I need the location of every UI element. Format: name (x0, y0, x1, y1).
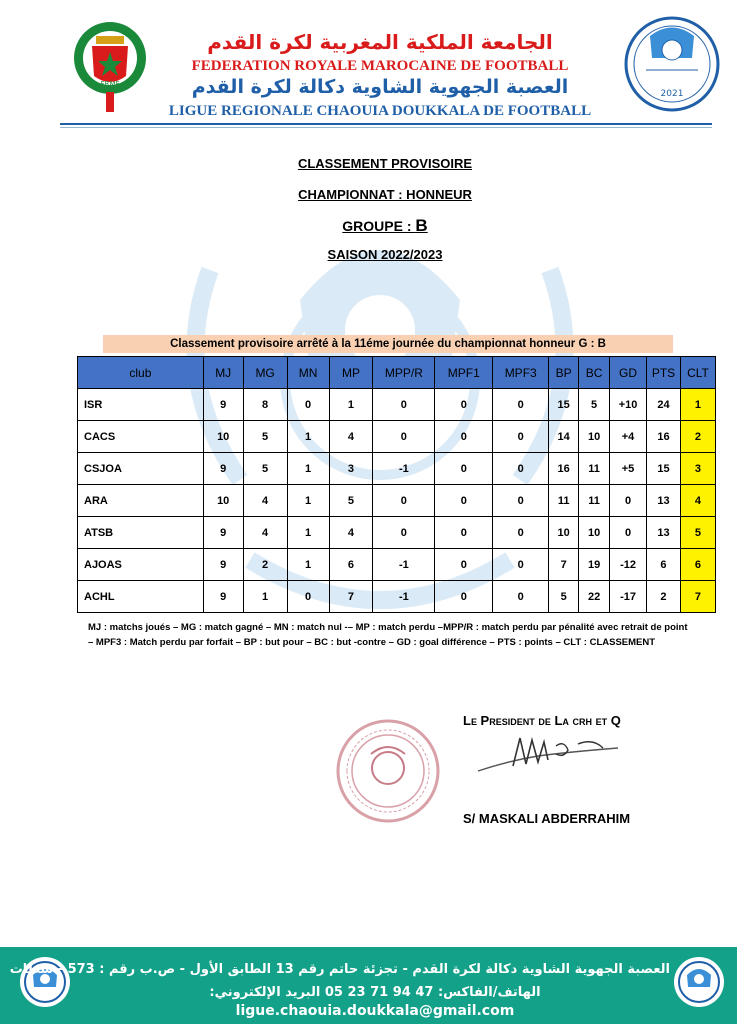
cell-club: ATSB (78, 517, 204, 549)
cell-gd: +4 (610, 421, 647, 453)
header-divider (60, 123, 712, 125)
cell-mp: 4 (329, 421, 373, 453)
footer-phone: الهاتف/الفاكس: 47 94 71 23 05 البريد الإلكتروني: (209, 985, 541, 1000)
footer-email[interactable]: ligue.chaouia.doukkala@gmail.com (235, 1003, 515, 1019)
table-row (78, 549, 716, 581)
header-divider-thin (60, 127, 712, 128)
cell-clt: 5 (680, 517, 715, 549)
league-logo (622, 14, 722, 114)
cell-clt: 2 (680, 421, 715, 453)
cell-mp: 7 (329, 581, 373, 613)
groupe-value: B (415, 216, 428, 235)
cell-mn: 1 (287, 485, 329, 517)
cell-mpf1: 0 (435, 421, 493, 453)
cell-mppr: 0 (373, 485, 435, 517)
col-header-mp: MP (329, 357, 373, 389)
cell-pts: 16 (647, 421, 681, 453)
cell-mp: 5 (329, 485, 373, 517)
cell-gd: 0 (610, 517, 647, 549)
cell-clt: 7 (680, 581, 715, 613)
cell-mj: 10 (203, 421, 243, 453)
col-header-mpf1: MPF1 (435, 357, 493, 389)
footer-address: العصبة الجهوية الشاوية دكالة لكرة القدم - تجزئة حاتم رقم 13 الطابق الأول - ص.ب رقم : 573 - سطات (9, 962, 670, 977)
col-header-bp: BP (549, 357, 579, 389)
league-stamp-icon (333, 716, 443, 826)
groupe-title (180, 216, 590, 236)
standings-banner: Classement provisoire arrêté à la 11éme journée du championnat honneur G : B (103, 335, 673, 353)
col-header-pts: PTS (647, 357, 681, 389)
cell-club: AJOAS (78, 549, 204, 581)
cell-mn: 1 (287, 517, 329, 549)
president-name: S/ MASKALI ABDERRAHIM (463, 811, 631, 826)
frmf-logo (70, 16, 150, 116)
col-header-gd: GD (610, 357, 647, 389)
legend-line-1: MJ : matchs joués – MG : match gagné – MN : match nul -– MP : match perdu –MPP/R : match perdu par pénalité avec retrait de point (88, 622, 688, 633)
cell-bp: 7 (549, 549, 579, 581)
cell-pts: 24 (647, 389, 681, 421)
cell-mj: 9 (203, 549, 243, 581)
cell-mj: 9 (203, 453, 243, 485)
cell-pts: 6 (647, 549, 681, 581)
abbreviations-legend (88, 620, 728, 650)
cell-mn: 0 (287, 581, 329, 613)
table-row (78, 517, 716, 549)
cell-bc: 11 (579, 453, 610, 485)
cell-mpf3: 0 (493, 389, 549, 421)
league-title: LIGUE REGIONALE CHAOUIA DOUKKALA DE FOOTBALL (168, 103, 592, 119)
cell-bc: 10 (579, 421, 610, 453)
cell-bp: 15 (549, 389, 579, 421)
cell-bc: 22 (579, 581, 610, 613)
cell-bp: 5 (549, 581, 579, 613)
cell-mppr: -1 (373, 453, 435, 485)
cell-mj: 9 (203, 581, 243, 613)
signature-icon (468, 726, 628, 786)
cell-mppr: -1 (373, 581, 435, 613)
footer-logo-right-icon (672, 955, 726, 1009)
table-header-row (78, 357, 716, 389)
cell-mpf3: 0 (493, 517, 549, 549)
cell-mn: 0 (287, 389, 329, 421)
cell-mn: 1 (287, 549, 329, 581)
cell-clt: 4 (680, 485, 715, 517)
table-row (78, 389, 716, 421)
cell-bc: 19 (579, 549, 610, 581)
col-header-mg: MG (243, 357, 287, 389)
cell-pts: 13 (647, 517, 681, 549)
cell-mpf1: 0 (435, 485, 493, 517)
col-header-club: club (78, 357, 204, 389)
cell-mg: 5 (243, 453, 287, 485)
cell-mg: 2 (243, 549, 287, 581)
cell-bp: 16 (549, 453, 579, 485)
arabic-federation-title: الجامعة الملكية المغربية لكرة القدم (207, 30, 553, 54)
cell-mpf3: 0 (493, 549, 549, 581)
cell-gd: 0 (610, 485, 647, 517)
cell-mppr: 0 (373, 421, 435, 453)
cell-mg: 8 (243, 389, 287, 421)
cell-mppr: 0 (373, 517, 435, 549)
cell-mj: 9 (203, 517, 243, 549)
cell-clt: 1 (680, 389, 715, 421)
cell-mpf1: 0 (435, 549, 493, 581)
table-row (78, 421, 716, 453)
cell-mpf1: 0 (435, 389, 493, 421)
svg-text:2021: 2021 (660, 89, 684, 99)
cell-bp: 14 (549, 421, 579, 453)
saison-title: SAISON 2022/2023 (327, 247, 443, 262)
table-row (78, 581, 716, 613)
cell-gd: +10 (610, 389, 647, 421)
cell-gd: -12 (610, 549, 647, 581)
svg-text:FRMF: FRMF (100, 80, 120, 88)
cell-mg: 4 (243, 485, 287, 517)
legend-line-2: – MPF3 : Match perdu par forfait – BP : but pour – BC : but -contre – GD : goal différence – PTS : points – CLT : CLASSEMENT (88, 637, 656, 648)
cell-club: ACHL (78, 581, 204, 613)
cell-mg: 4 (243, 517, 287, 549)
cell-club: ISR (78, 389, 204, 421)
cell-mpf3: 0 (493, 421, 549, 453)
col-header-clt: CLT (680, 357, 715, 389)
table-row (78, 485, 716, 517)
cell-mj: 10 (203, 485, 243, 517)
cell-clt: 3 (680, 453, 715, 485)
col-header-mj: MJ (203, 357, 243, 389)
federation-title: FEDERATION ROYALE MAROCAINE DE FOOTBALL (191, 58, 569, 74)
cell-pts: 13 (647, 485, 681, 517)
standings-table (77, 356, 716, 613)
cell-mj: 9 (203, 389, 243, 421)
cell-mpf1: 0 (435, 453, 493, 485)
cell-mpf1: 0 (435, 581, 493, 613)
table-row (78, 453, 716, 485)
cell-mp: 6 (329, 549, 373, 581)
cell-club: ARA (78, 485, 204, 517)
col-header-mpf3: MPF3 (493, 357, 549, 389)
championnat-title: CHAMPIONNAT : HONNEUR (298, 187, 472, 202)
cell-bc: 10 (579, 517, 610, 549)
cell-mp: 4 (329, 517, 373, 549)
col-header-mppr: MPP/R (373, 357, 435, 389)
president-title: Le President de La crh et Q (463, 713, 621, 728)
cell-mg: 1 (243, 581, 287, 613)
cell-pts: 2 (647, 581, 681, 613)
cell-bc: 11 (579, 485, 610, 517)
col-header-bc: BC (579, 357, 610, 389)
classement-title: CLASSEMENT PROVISOIRE (297, 156, 473, 171)
cell-mppr: -1 (373, 549, 435, 581)
col-header-mn: MN (287, 357, 329, 389)
cell-mn: 1 (287, 421, 329, 453)
arabic-league-title: العصبة الجهوية الشاوية دكالة لكرة القدم (191, 76, 569, 98)
cell-mppr: 0 (373, 389, 435, 421)
cell-gd: -17 (610, 581, 647, 613)
cell-mpf3: 0 (493, 581, 549, 613)
cell-mg: 5 (243, 421, 287, 453)
cell-pts: 15 (647, 453, 681, 485)
cell-bp: 10 (549, 517, 579, 549)
cell-mp: 1 (329, 389, 373, 421)
cell-mpf3: 0 (493, 453, 549, 485)
cell-bp: 11 (549, 485, 579, 517)
cell-clt: 6 (680, 549, 715, 581)
cell-club: CSJOA (78, 453, 204, 485)
cell-bc: 5 (579, 389, 610, 421)
cell-mpf3: 0 (493, 485, 549, 517)
cell-mn: 1 (287, 453, 329, 485)
cell-mp: 3 (329, 453, 373, 485)
groupe-label: GROUPE : (342, 218, 416, 234)
cell-club: CACS (78, 421, 204, 453)
cell-mpf1: 0 (435, 517, 493, 549)
cell-gd: +5 (610, 453, 647, 485)
